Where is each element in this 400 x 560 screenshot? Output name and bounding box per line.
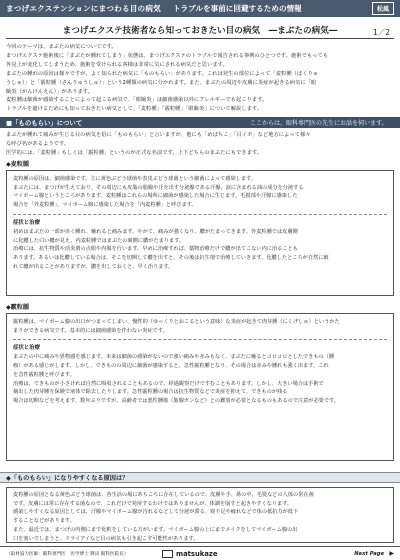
san-symptom-line: 摘出した肉芽腫を保険で液体で除去したりします。急性霰粒腫の場合は抗生物質などで炎症を抑えて、できものが残る [13, 389, 288, 396]
brand-mark-icon [162, 550, 173, 558]
mai-line: 麦粒腫の原因は、細菌感染です。主に黄色ぶどう球菌や表皮ぶどう球菌という細菌によって感染します。 [13, 176, 256, 182]
heading-mai: ◆麦粒腫 [6, 161, 29, 168]
brand-logo: 松風 [372, 2, 394, 15]
section-bar-monomorai [0, 117, 400, 128]
arrow-right-icon[interactable]: ▶ [389, 550, 394, 557]
san-symptom-line: まぶたの中に痛みや異物感を感じます。本来は細菌の感染がないので強い痛みや赤みもなく、まぶたに触るとコロコロとしたできもの（腫 [13, 354, 335, 361]
mai-line: マイボーム腺というところがあります。麦粒腫はこれらの場所に細菌が感染した場合に生じます。毛根部や汗腺に感染した [13, 193, 298, 200]
mai-symptom-line: 治療には、抗生物質や消炎剤の点眼や内服を行います。早めに治療すれば、薬物治療だけで膿が出てこない内に治ることも [13, 246, 298, 253]
footer-brand: matsukaze [176, 549, 218, 558]
page-number: 1／2 [372, 28, 390, 37]
next-page-link[interactable]: Next Page [354, 550, 384, 557]
san-symptom-line: を急性霰粒腫と呼びます。 [13, 371, 75, 378]
box-question [6, 487, 394, 543]
san-symptom-line: 場合は切開などを考えます。数年ぶりですが、高齢者では悪性腫瘍（脂腺ガンなど）との鑑別が必要となるものもあるので注意が必要です。 [13, 397, 339, 404]
question-title: ◆「ものもらい」になりやすくなる原因は？ [6, 475, 129, 482]
san-line: 霰粒腫は、マイボーム腺の出口がつまってしまい、慢性的（ゆっくりとおこるという意味）な炎症が起きて肉芽腫（にくげしゅ）というかた [13, 319, 340, 325]
footer-credit: （取材協力医師：眼科専門医 医学博士 興田 眼科医院長） [6, 551, 129, 557]
box-san [6, 313, 394, 461]
header-bar [0, 0, 400, 17]
question-line: することなどがあります。 [13, 518, 75, 525]
san-symptom-line: 治療は、できものが小さければ自然に吸収されることもあるので、経過観察だけですむこともあります。しかし、大きい場合は手術で [13, 380, 324, 387]
page-title: まつげエクステ技術者なら知っておきたい目の病気 ―まぶたの病気― [62, 26, 338, 36]
section-note: ここからは、眼科専門医の先生にお話を伺います。 [250, 120, 388, 127]
mai-symptom-line: 初めはまぶたの一部が赤く腫れ、触れると痛みます。やがて、痛みが強くなり、膿がたまってきます。外麦粒腫では皮膚側 [13, 228, 298, 235]
san-symptom-line: 瘤）がある感じがします。しかし、できものの周辺に細菌が感染すると、急性霰粒腫となり、その場合は赤みや腫れも強く出ます。これ [13, 363, 329, 370]
mai-symptom-heading: 症状と治療 [13, 219, 40, 226]
san-symptom-heading: 症状と治療 [13, 345, 40, 352]
header-left-title: まつげエクステンションにまつわる目の病気 [6, 4, 161, 13]
question-line: です。皮膚には常に存在する菌なので、これだけで発症するわけではありませんが、体調を崩すと起きやすくなります。 [13, 500, 293, 507]
box-divider [13, 339, 387, 340]
intro-line: 外見上が変化してしまうため、施術を受けられる客様は非常に気にされる病気だと思います。 [6, 61, 228, 68]
section1-line: な呼び名があるようです。 [6, 140, 70, 147]
question-line: 感染しやすくなる原因としては、汗腺やマイボーム腺が汚れるなどして分泌が滞る、寝不足や疲れなどで体の抵抗力が低下 [13, 509, 299, 516]
section1-line: まぶたが腫れて痛みが生じる目の病気を俗に「ものもらい」と言いますが、他にも「めばちこ」「目イボ」など地方によって様々 [6, 132, 311, 138]
intro-line: まつげエクステ施術後に「まぶたが腫れてしまう」状態は、まつげエクステのトラブルで報告される事例のひとつです。施術でもっても [6, 52, 329, 59]
footer [0, 546, 400, 560]
section-title: ■「ものもらい」について [6, 119, 83, 127]
intro-line: 麦粒腫は細菌が感染することによって起こる病気で、「眼瞼炎」は細菌感染以外にアレルギーでも起こります。 [6, 97, 268, 104]
section1-paragraph [6, 131, 394, 158]
intro-line: 今回のテーマは、まぶたの病気についてです。 [6, 44, 117, 50]
mai-symptom-line: れて膿が出ることがありますが、膿を出しておくと、早く治ります。 [13, 263, 174, 270]
intro-paragraph [6, 43, 394, 114]
mai-line: 場合を「外麦粒腫」、マイボーム腺に感染した場合を「内麦粒腫」と呼びます。 [13, 202, 197, 209]
san-line: まりができる病気です。基本的には細菌感染を伴わない炎症です。 [13, 327, 168, 334]
mai-symptom-line: に化膿した白い膿が見え、内麦粒腫ではまぶたの裏側に膿がたまります。 [13, 237, 185, 244]
question-bar [0, 472, 400, 483]
mai-line: まぶたには、まつげが生えており、その周辺にも皮脂の脂腺や汗を出す分泌腺である汗腺、涙に含まれる油の成分を分泌する [13, 184, 304, 191]
question-line: 口を塞いでしまうと、ドライアイなど目の病気も引き起こす可能性があります。 [13, 535, 199, 542]
intro-line: トラブルを避けるためにも知っておきたい病気として、「麦粒腫」「霰粒腫」「眼瞼炎」について解説します。 [6, 106, 263, 113]
intro-line: まぶたの腫れの原因は様々ですが、よく知られた病気に「ものもらい」があります。これは発生の部位によって「麦粒腫（ばくりゅ [6, 70, 319, 77]
box-divider [13, 214, 387, 215]
box-mai [6, 170, 394, 296]
question-line: また、最近では、まつげの内側にまで化粧をしている方がいます。マイボーム腺の上にまでメイクをしてマイボーム腺の出 [13, 526, 298, 533]
heading-san: ◆霰粒腫 [6, 304, 29, 311]
section1-line: 医学的には、「麦粒腫」もしくは「霰粒腫」というのが正式な名前です。上下どちらのまぶたにもできます。 [6, 149, 263, 156]
intro-line: うしゅ）」と「霰粒腫（さんりゅうしゅ）」という2種類の病気に分かれます。また、まぶたの周辺や皮膚に炎症が起きる病気に「眼 [6, 79, 317, 86]
title-divider [6, 38, 394, 39]
header-right-title: トラブルを事前に回避するための情報 [172, 4, 302, 13]
intro-line: 瞼炎（がんけんえん）」があります。 [6, 88, 93, 95]
question-line: 麦粒腫の原因となる黄色ぶどう球菌は、各生活の場にあちこちに存在しているので、皮膚や手、鼻の中、毛髪などの人体の常在菌 [13, 492, 314, 498]
mai-symptom-line: あります。あるいは化膿している場合は、そこを切開して膿を出すと、その後は抗生剤で治療していきます。化膿したところが自然に破 [13, 254, 329, 261]
